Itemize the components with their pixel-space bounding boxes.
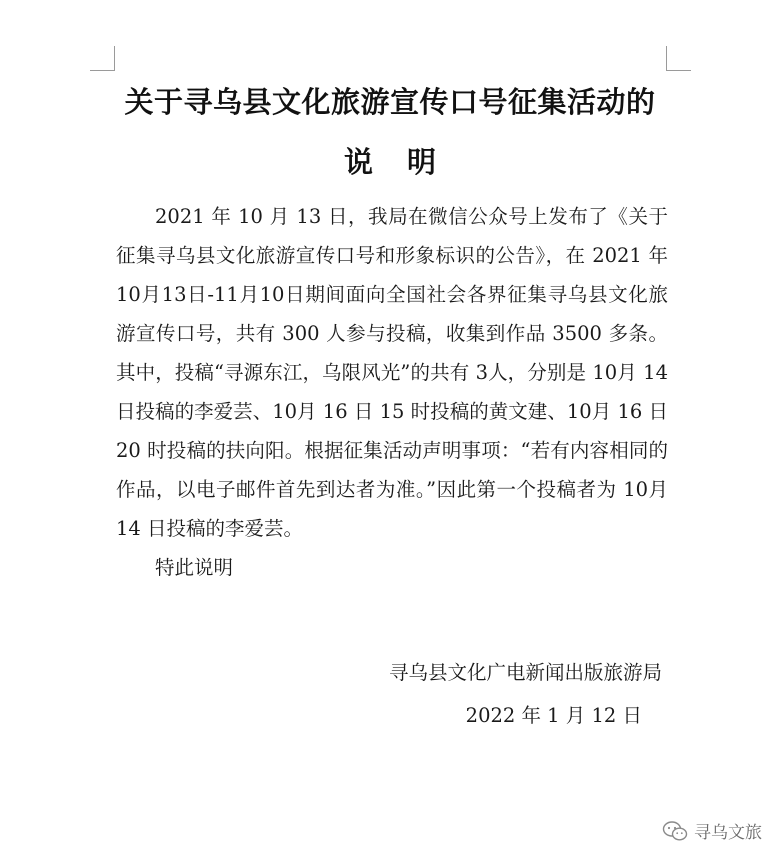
signature-date: 2022 年 1 月 12 日 [465,704,642,727]
signature-organization: 寻乌县文化广电新闻出版旅游局 [388,661,662,684]
body-paragraph: 2021 年 10 月 13 日，我局在微信公众号上发布了《关于征集寻乌县文化旅游宣传口号和形象标识的公告》，在 2021 年10月13日-11月10日期间面向全国社会各界征集寻乌县文化旅游宣传口号，共有 300 人参与投稿，收集到作品 3500 多条。其中，投稿“寻源东江，乌限风光”的共有 3人，分别是 10月 14 日投稿的李爱芸、10月 16 日 15 时投稿的黄文建、10月 16 日 20 时投稿的扶向阳。根据征集活动声明事项：“若有内容相同的作品，以电子邮件首先到达者为准。”因此第一个投稿者为 10月 14 日投稿的李爱芸。 [116,205,668,540]
document-title-subline: 说明 [343,145,470,179]
wechat-watermark [662,818,762,843]
wechat-icon [662,820,688,842]
document-body [116,197,668,587]
page-corner-mark-top-left [90,46,115,71]
closing-remark: 特此说明 [155,556,234,579]
watermark-account-name: 寻乌文旅 [694,823,762,843]
page-corner-mark-top-right [666,46,691,71]
document-title: 关于寻乌县文化旅游宣传口号征集活动的 [124,85,656,119]
